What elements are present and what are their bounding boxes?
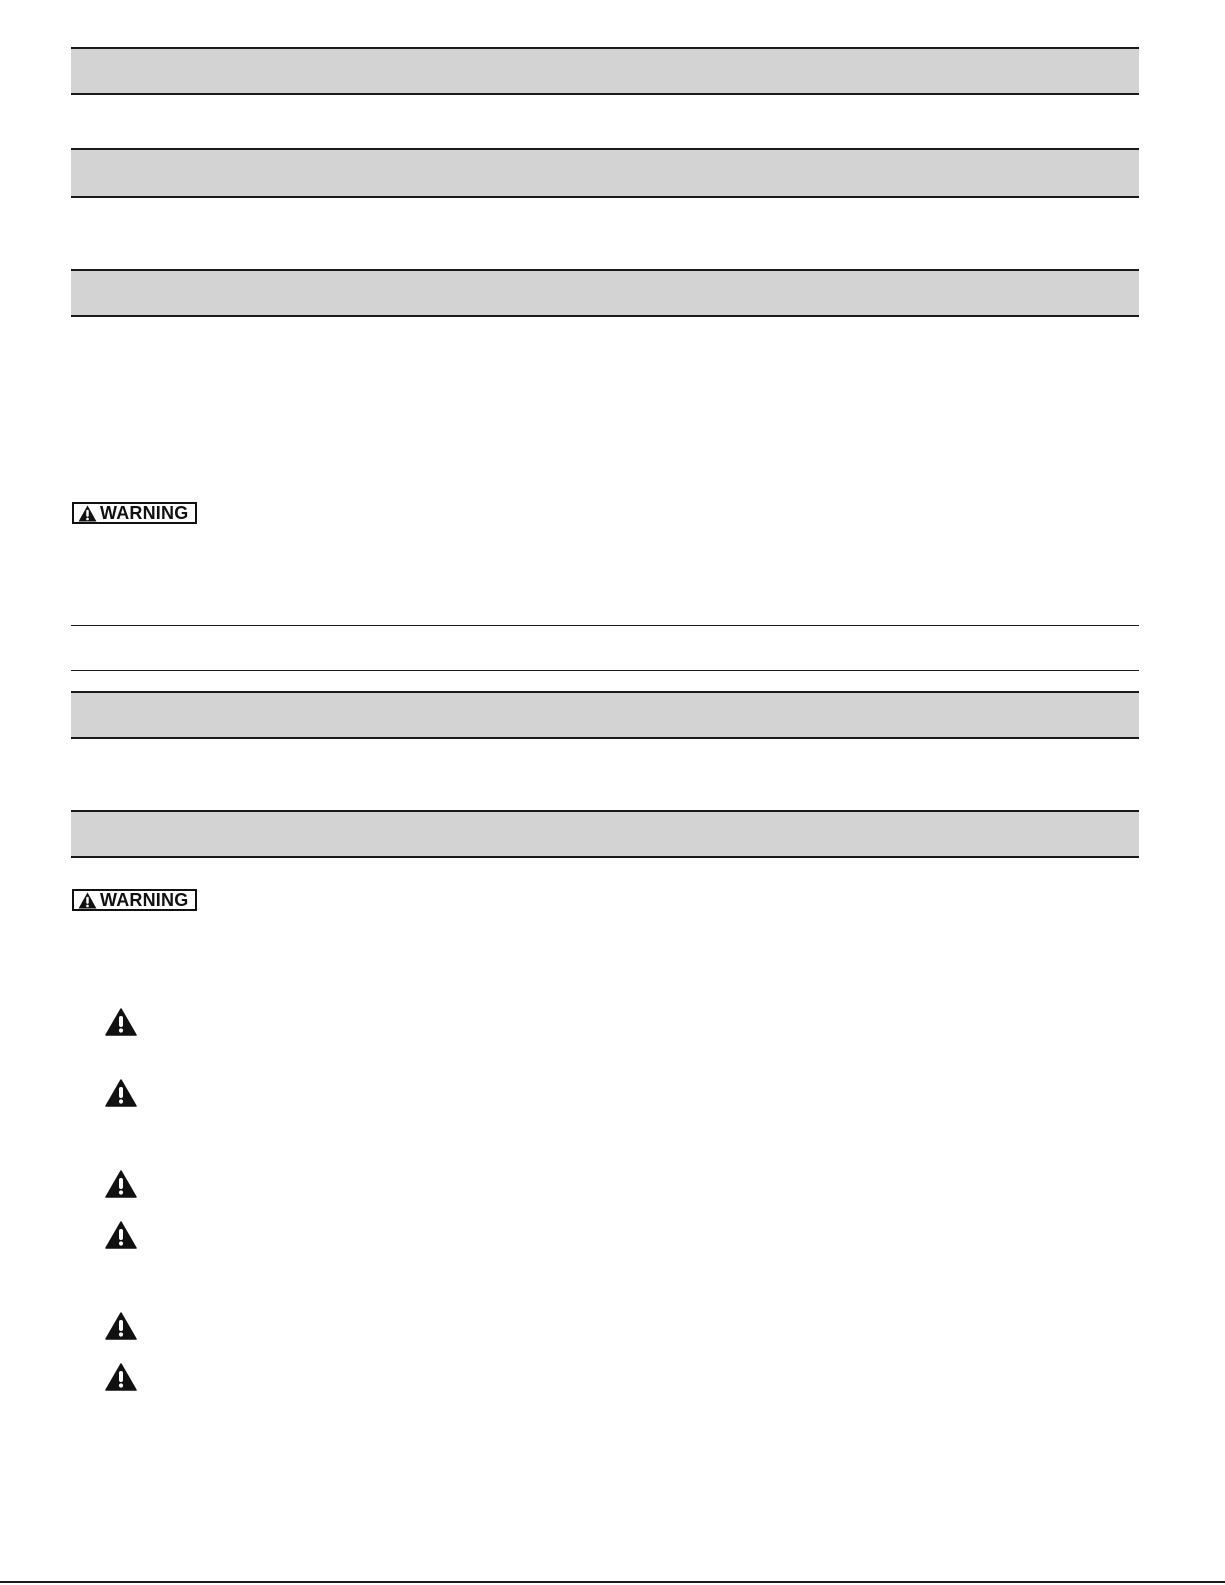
divider-rule-1 bbox=[71, 625, 1139, 626]
section-header-bar-3 bbox=[71, 269, 1139, 317]
warning-badge bbox=[72, 502, 197, 524]
section-header-bar-4 bbox=[71, 691, 1139, 739]
warning-triangle-icon bbox=[105, 1363, 137, 1391]
hazard-bullet-3 bbox=[105, 1170, 137, 1198]
divider-rule-2 bbox=[71, 670, 1139, 671]
warning-badge bbox=[72, 889, 197, 911]
hazard-bullet-1 bbox=[105, 1008, 137, 1036]
warning-triangle-icon bbox=[105, 1079, 137, 1107]
hazard-bullet-5 bbox=[105, 1312, 137, 1340]
warning-triangle-icon bbox=[105, 1008, 137, 1036]
section-header-bar-5 bbox=[71, 810, 1139, 858]
page-bottom-rule bbox=[0, 1581, 1225, 1583]
section-header-bar-2 bbox=[71, 148, 1139, 198]
warning-triangle-icon bbox=[78, 505, 97, 522]
warning-label: WARNING bbox=[100, 503, 189, 523]
hazard-bullet-6 bbox=[105, 1363, 137, 1391]
warning-triangle-icon bbox=[78, 892, 97, 909]
warning-triangle-icon bbox=[105, 1312, 137, 1340]
warning-label: WARNING bbox=[100, 890, 189, 910]
hazard-bullet-2 bbox=[105, 1079, 137, 1107]
hazard-bullet-4 bbox=[105, 1221, 137, 1249]
warning-triangle-icon bbox=[105, 1221, 137, 1249]
section-header-bar-1 bbox=[71, 47, 1139, 95]
warning-triangle-icon bbox=[105, 1170, 137, 1198]
